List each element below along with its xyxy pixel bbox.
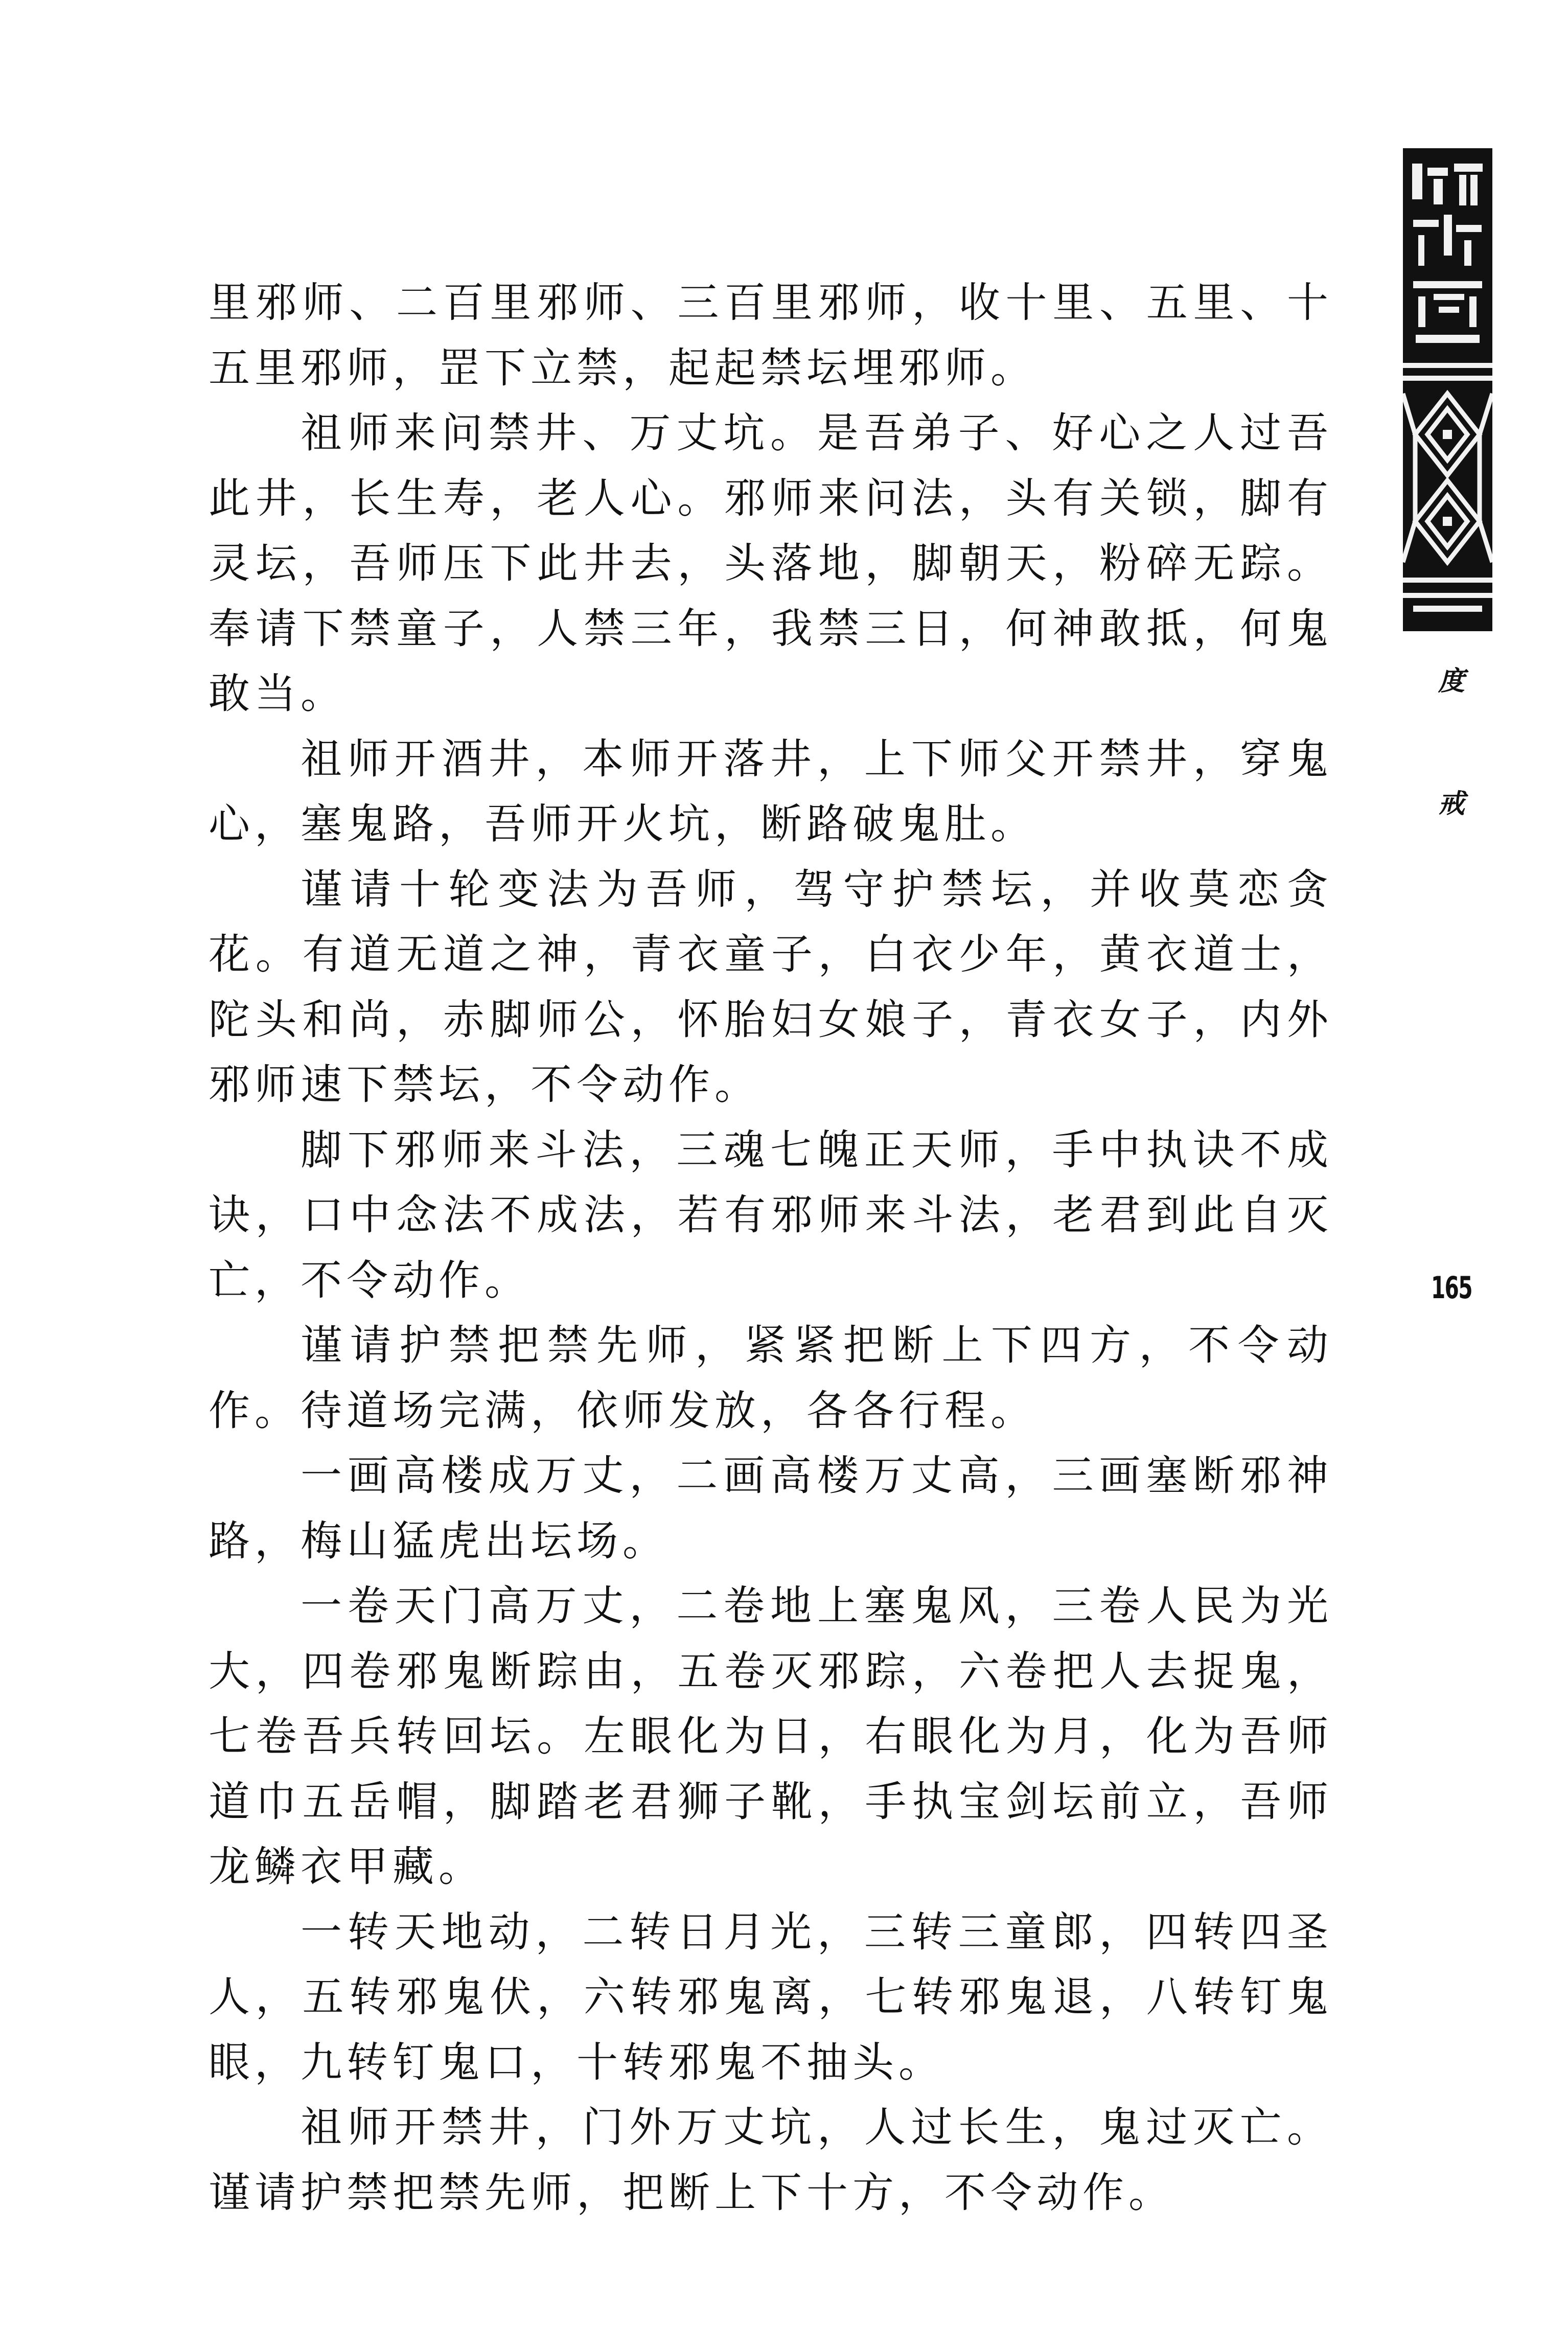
paragraph-4: 谨请十轮变法为吾师，驾守护禁坛，并收莫恋贪花。有道无道之神，青衣童子，白衣少年，黄衣道士，陀头和尚，赤脚师公，怀胎妇女娘子，青衣女子，内外邪师速下禁坛，不令动作。	[209, 865, 1333, 1109]
paragraph-7: 一画高楼成万丈，二画高楼万丈高，三画塞断邪神路，梅山猛虎出坛场。	[209, 1452, 1333, 1565]
side-label-char-2: 戒	[1438, 788, 1465, 819]
paragraph-10: 祖师开禁井，门外万丈坑，人过长生，鬼过灭亡。谨请护禁把禁先师，把断上下十方，不令动作。	[209, 2104, 1333, 2217]
body-text	[209, 271, 1333, 2226]
paragraph-8: 一卷天门高万丈，二卷地上塞鬼风，三卷人民为光大，四卷邪鬼断踪由，五卷灭邪踪，六卷把人去捉鬼，七卷吾兵转回坛。左眼化为日，右眼化为月，化为吾师道巾五岳帽，脚踏老君狮子靴，手执宝剑坛前立，吾师龙鳞衣甲藏。	[209, 1582, 1333, 1891]
paragraph-1: 里邪师、二百里邪师、三百里邪师，收十里、五里、十五里邪师，罡下立禁，起起禁坛埋邪师。	[209, 279, 1333, 393]
side-label-char-1: 度	[1438, 665, 1465, 697]
paragraph-5: 脚下邪师来斗法，三魂七魄正天师，手中执诀不成诀，口中念法不成法，若有邪师来斗法，老君到此自灭亡，不令动作。	[209, 1126, 1333, 1305]
paragraph-9: 一转天地动，二转日月光，三转三童郎，四转四圣人，五转邪鬼伏，六转邪鬼离，七转邪鬼退，八转钉鬼眼，九转钉鬼口，十转邪鬼不抽头。	[209, 1908, 1333, 2087]
paragraph-2: 祖师来问禁井、万丈坑。是吾弟子、好心之人过吾此井，长生寿，老人心。邪师来问法，头有关锁，脚有灵坛，吾师压下此井去，头落地，脚朝天，粉碎无踪。奉请下禁童子，人禁三年，我禁三日，何神敢抵，何鬼敢当。	[209, 409, 1333, 718]
paragraph-3: 祖师开酒井，本师开落井，上下师父开禁井，穿鬼心，塞鬼路，吾师开火坑，断路破鬼肚。	[209, 735, 1333, 848]
decorative-pattern-icon	[1403, 148, 1492, 631]
page-number: 165	[1431, 1270, 1472, 1306]
paragraph-6: 谨请护禁把禁先师，紧紧把断上下四方，不令动作。待道场完满，依师发放，各各行程。	[209, 1322, 1333, 1435]
